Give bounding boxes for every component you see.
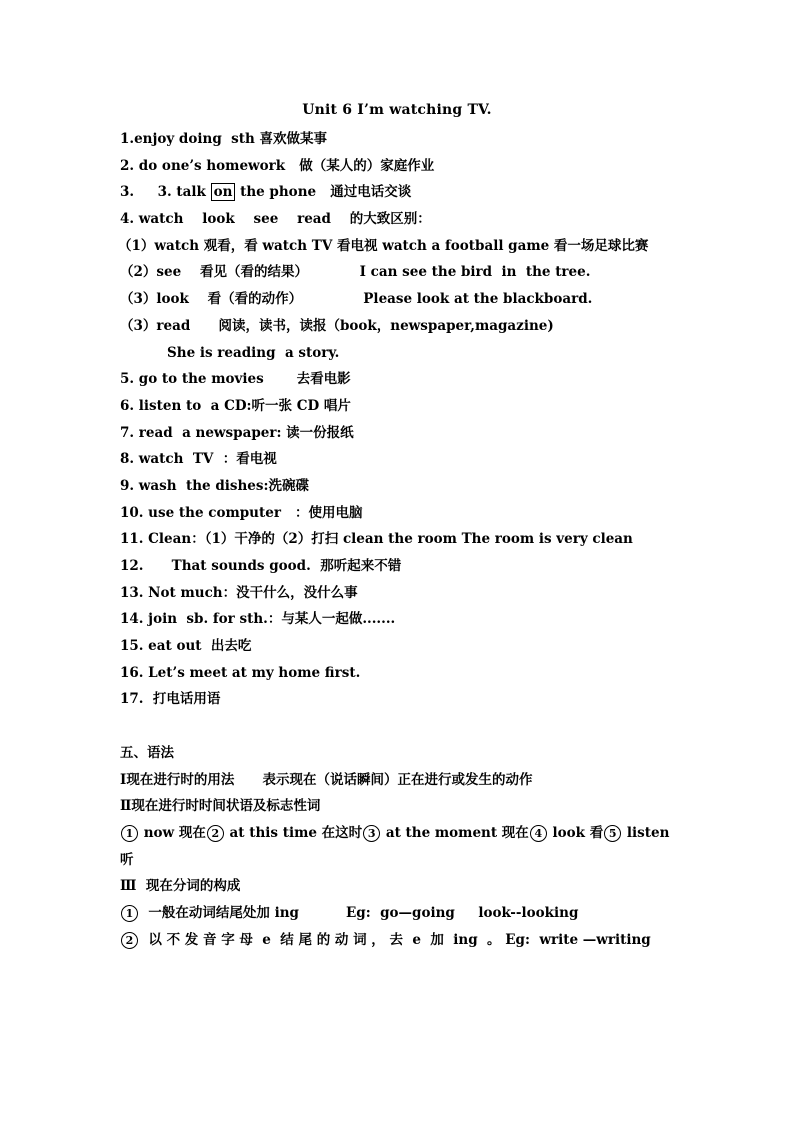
list-item: 1.enjoy doing sth 喜欢做某事 xyxy=(120,131,328,147)
marker-text: now 现在 xyxy=(139,824,206,841)
circled-number: 2 xyxy=(207,825,224,842)
list-item: 5. go to the movies 去看电影 xyxy=(120,371,351,388)
marker-text: at this time 在这时 xyxy=(224,824,363,841)
boxed-word: on xyxy=(211,183,236,201)
vocabulary-list xyxy=(120,126,676,953)
list-item: 7. read a newspaper: 读一份报纸 xyxy=(120,424,354,441)
list-item xyxy=(120,179,676,206)
list-item: 9. wash the dishes:洗碗碟 xyxy=(120,477,309,494)
list-item: 17. 打电话用语 xyxy=(120,691,221,708)
list-item-text: 3. 3. talk xyxy=(120,184,211,201)
list-item-text: the phone 通过电话交谈 xyxy=(235,184,412,201)
list-item: 13. Not much：没干什么，没什么事 xyxy=(120,584,358,601)
list-item: 4. watch look see read 的大致区别： xyxy=(120,211,431,228)
marker-text: listen 听 xyxy=(120,824,670,868)
rule-text: 一般在动词结尾处加 ing Eg: go—going look--looking xyxy=(139,905,579,921)
marker-text: at the moment 现在 xyxy=(381,824,529,841)
section-heading: 五、语法 xyxy=(120,744,174,761)
list-item: 6. listen to a CD:听一张 CD 唱片 xyxy=(120,397,351,414)
list-item: 11. Clean：（1）干净的（2）打扫 clean the room The room is very clean xyxy=(120,531,633,548)
circled-number: 2 xyxy=(121,932,138,949)
list-item: 15. eat out 出去吃 xyxy=(120,638,252,655)
list-item: 16. Let’s meet at my home first. xyxy=(120,664,361,681)
list-item: （2）see 看见（看的结果） I can see the bird in the tree. xyxy=(120,264,591,281)
list-item: 10. use the computer ：使用电脑 xyxy=(120,504,363,521)
circled-number: 1 xyxy=(121,825,138,842)
list-item: 8. watch TV ：看电视 xyxy=(120,451,277,468)
grammar-item xyxy=(120,900,676,927)
grammar-item-markers xyxy=(120,820,676,873)
list-item: 2. do one’s homework 做（某人的）家庭作业 xyxy=(120,157,435,174)
grammar-item: Ⅰ现在进行时的用法 表示现在（说话瞬间）正在进行或发生的动作 xyxy=(120,771,533,788)
grammar-item: Ⅱ现在进行时时间状语及标志性词 xyxy=(120,798,321,815)
rule-text: 以 不 发 音 字 母 e 结 尾 的 动 词 ， 去 e 加 ing 。 Eg: write —writing xyxy=(139,931,651,948)
grammar-item: Ⅲ 现在分词的构成 xyxy=(120,878,241,895)
list-item: 12. That sounds good. 那听起来不错 xyxy=(120,558,402,575)
grammar-item xyxy=(120,927,676,954)
document-title: Unit 6 I’m watching TV. xyxy=(302,102,492,118)
list-item: She is reading a story. xyxy=(120,344,340,361)
list-item: （1）watch 观看，看 watch TV 看电视 watch a football game 看一场足球比赛 xyxy=(118,237,649,254)
circled-number: 1 xyxy=(121,905,138,922)
spacer xyxy=(120,713,676,740)
list-item: 14. join sb. for sth.：与某人一起做....... xyxy=(120,611,396,628)
marker-text: look 看 xyxy=(547,824,604,841)
list-item: （3）read 阅读，读书，读报（book，newspaper,magazine) xyxy=(120,317,554,334)
circled-number: 5 xyxy=(604,825,621,842)
circled-number: 3 xyxy=(363,825,380,842)
circled-number: 4 xyxy=(530,825,547,842)
list-item: （3）look 看（看的动作） Please look at the blackboard. xyxy=(120,291,593,308)
